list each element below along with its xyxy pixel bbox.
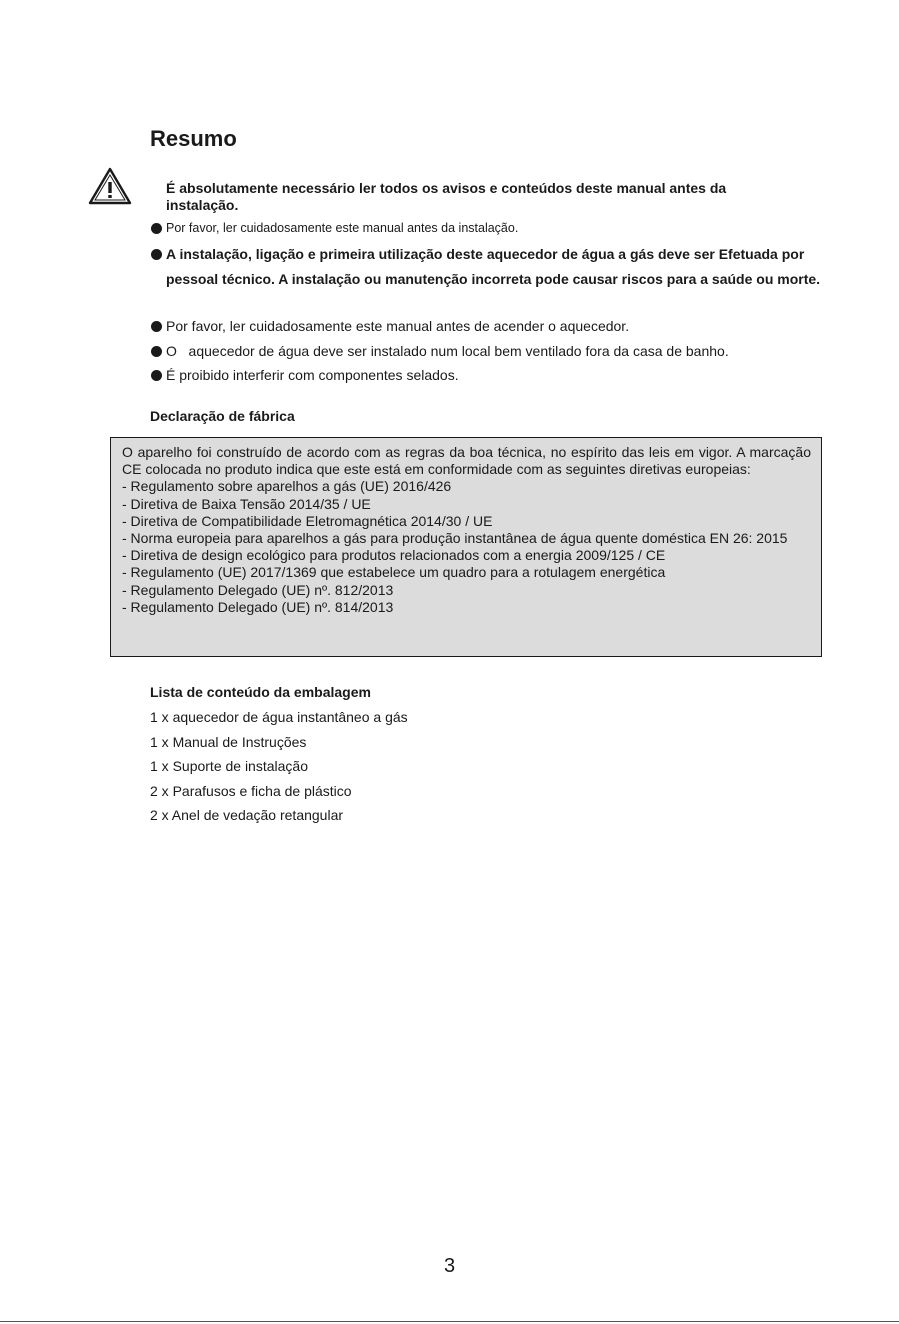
safety-bullets	[150, 218, 850, 390]
bullet-dot-icon	[151, 223, 162, 234]
declaration-item: - Diretiva de Compatibilidade Eletromagnética 2014/30 / UE	[122, 512, 493, 529]
declaration-item: - Regulamento Delegado (UE) nº. 814/2013	[122, 598, 394, 615]
declaration-item: - Diretiva de design ecológico para produtos relacionados com a energia 2009/125 / CE	[122, 547, 666, 564]
bullet-dot-icon	[151, 321, 162, 332]
declaration-box	[110, 437, 822, 657]
list-item: 1 x Suporte de instalação	[150, 758, 308, 774]
declaration-intro: O aparelho foi construído de acordo com as regras da boa técnica, no espírito das leis em vigor. A marcação CE colocada no produto indica que este está em conformidade com as seguintes diretivas europeias:	[122, 444, 811, 478]
bullet-dot-icon	[151, 346, 162, 357]
bullet-dot-icon	[151, 249, 162, 260]
declaration-item: - Regulamento sobre aparelhos a gás (UE) 2016/426	[122, 478, 452, 495]
bullet-item: É proibido interferir com componentes selados.	[150, 365, 850, 390]
bullet-dot-icon	[151, 370, 162, 381]
page-number: 3	[443, 1255, 456, 1277]
list-item: 1 x aquecedor de água instantâneo a gás	[150, 709, 408, 725]
bullet-item: O aquecedor de água deve ser instalado num local bem ventilado fora da casa de banho.	[150, 341, 850, 366]
declaration-item: - Diretiva de Baixa Tensão 2014/35 / UE	[122, 495, 371, 512]
declaration-item: - Regulamento Delegado (UE) nº. 812/2013	[122, 581, 394, 598]
bullet-item: Por favor, ler cuidadosamente este manual antes da instalação.	[150, 218, 850, 242]
bullet-item: A instalação, ligação e primeira utilização deste aquecedor de água a gás deve ser Efetuada por pessoal técnico. A instalação ou manutenção incorreta pode causar riscos para a saúde ou morte.	[150, 242, 850, 316]
declaration-title: Declaração de fábrica	[150, 408, 295, 424]
list-item: 2 x Anel de vedação retangular	[150, 807, 344, 823]
list-item: 2 x Parafusos e ficha de plástico	[150, 782, 352, 799]
declaration-item: - Regulamento (UE) 2017/1369 que estabelece um quadro para a rotulagem energética	[122, 564, 666, 581]
package-list	[150, 707, 408, 830]
page-title: Resumo	[150, 126, 237, 151]
bullet-item: Por favor, ler cuidadosamente este manual antes de acender o aquecedor.	[150, 316, 850, 341]
bottom-rule	[0, 1321, 899, 1322]
warning-triangle-icon	[88, 167, 132, 205]
declaration-item: - Norma europeia para aparelhos a gás para produção instantânea de água quente doméstica EN 26: 2015	[122, 530, 788, 547]
package-title: Lista de conteúdo da embalagem	[150, 684, 371, 700]
list-item: 1 x Manual de Instruções	[150, 733, 307, 750]
warning-text: É absolutamente necessário ler todos os avisos e conteúdos deste manual antes da instalação.	[166, 180, 727, 213]
